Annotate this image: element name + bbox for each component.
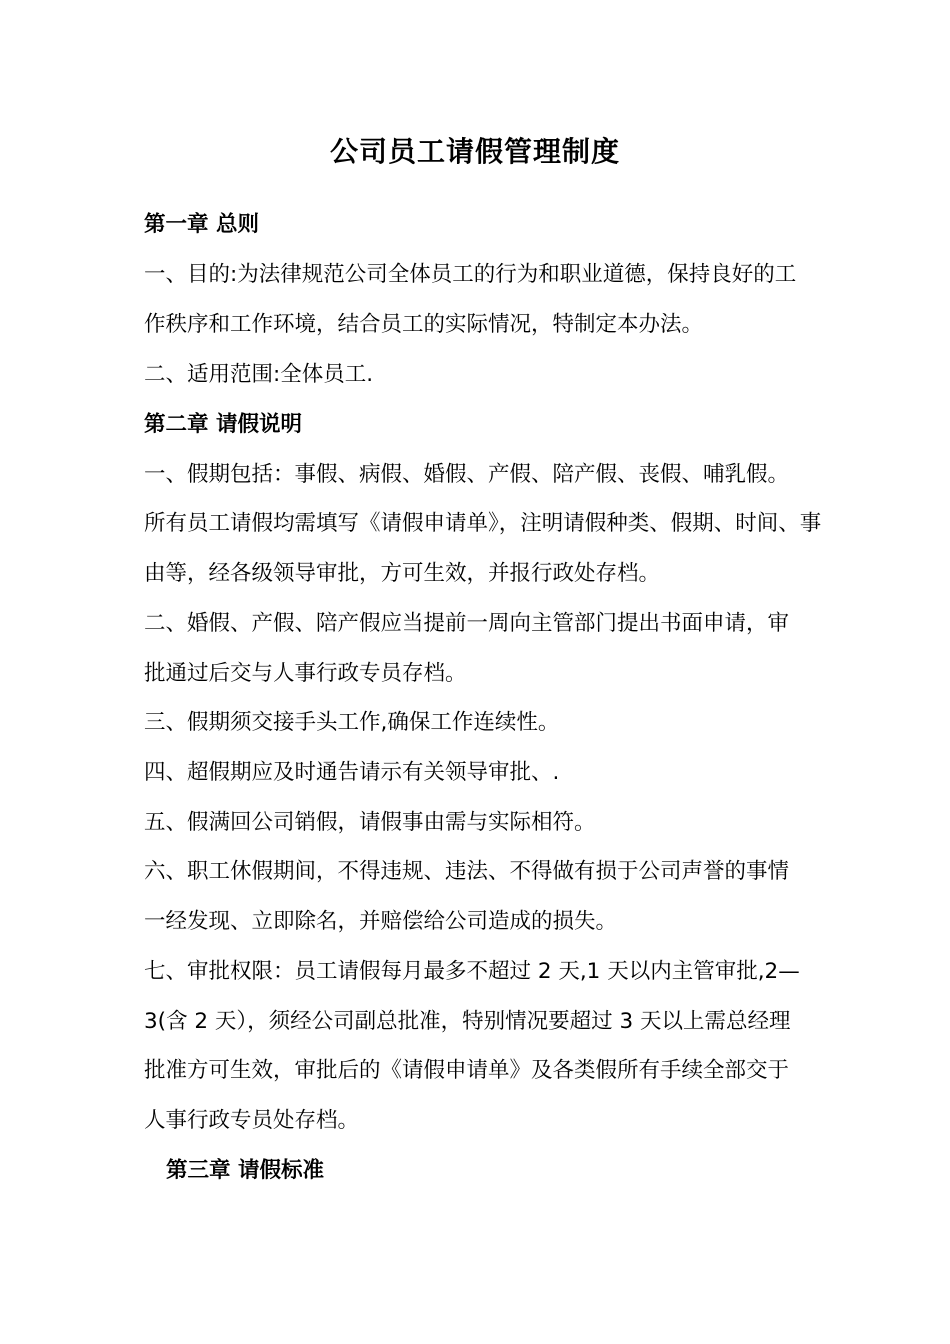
paragraph-line: 批准方可生效，审批后的《请假申请单》及各类假所有手续全部交于 (144, 1058, 790, 1083)
chapter-1-heading: 第一章 总则 (144, 212, 259, 237)
paragraph-line: 作秩序和工作环境，结合员工的实际情况，特制定本办法。 (144, 312, 704, 337)
paragraph-line: 四、超假期应及时通告请示有关领导审批、. (144, 760, 560, 785)
paragraph-line: 七、审批权限：员工请假每月最多不超过 2 天,1 天以内主管审批,2— (144, 959, 800, 984)
paragraph-line: 五、假满回公司销假，请假事由需与实际相符。 (144, 810, 596, 835)
paragraph-line: 一经发现、立即除名，并赔偿给公司造成的损失。 (144, 909, 618, 934)
paragraph-line: 由等，经各级领导审批，方可生效，并报行政处存档。 (144, 561, 661, 586)
paragraph-line: 批通过后交与人事行政专员存档。 (144, 661, 467, 686)
chapter-3-heading: 第三章 请假标准 (166, 1158, 324, 1183)
paragraph-line: 一、假期包括：事假、病假、婚假、产假、陪产假、丧假、哺乳假。 (144, 462, 790, 487)
paragraph-line: 3(含 2 天），须经公司副总批准，特别情况要超过 3 天以上需总经理 (144, 1009, 791, 1034)
paragraph-line: 三、假期须交接手头工作,确保工作连续性。 (144, 710, 560, 735)
chapter-2-heading: 第二章 请假说明 (144, 412, 302, 437)
paragraph-line: 所有员工请假均需填写《请假申请单》，注明请假种类、假期、时间、事 (144, 511, 822, 536)
paragraph-line: 人事行政专员处存档。 (144, 1108, 360, 1133)
paragraph-line: 一、目的:为法律规范公司全体员工的行为和职业道德，保持良好的工 (144, 262, 797, 287)
paragraph-line: 二、适用范围:全体员工. (144, 362, 374, 387)
paragraph-line: 二、婚假、产假、陪产假应当提前一周向主管部门提出书面申请，审 (144, 611, 790, 636)
document-title: 公司员工请假管理制度 (329, 135, 620, 168)
paragraph-line: 六、职工休假期间，不得违规、违法、不得做有损于公司声誉的事情 (144, 859, 790, 884)
